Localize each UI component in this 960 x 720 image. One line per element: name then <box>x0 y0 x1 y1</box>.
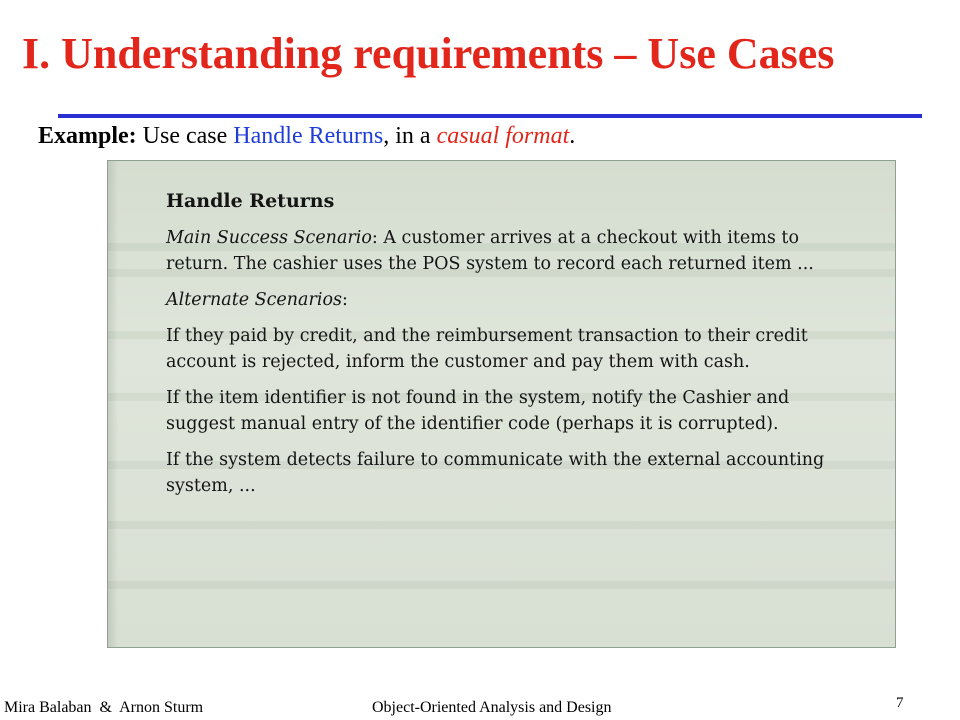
example-text-end: . <box>569 123 576 149</box>
main-scenario-label: Main Success Scenario <box>166 228 372 248</box>
use-case-name: Handle Returns <box>233 123 384 149</box>
main-success-scenario <box>166 225 846 277</box>
use-case-text <box>166 189 846 509</box>
alternate-scenario: If the item identifier is not found in the system, notify the Cashier and suggest manual entry of the identifier code (perhaps it is corrupted). <box>166 388 790 434</box>
alternate-scenario: If the system detects failure to communicate with the external accounting system, ... <box>166 450 825 496</box>
book-page-scan <box>107 160 896 648</box>
alternate-scenario: If they paid by credit, and the reimbursement transaction to their credit account is rejected, inform the customer and pay them with cash. <box>166 326 808 372</box>
page-number: 7 <box>896 695 904 711</box>
footer-course-title: Object-Oriented Analysis and Design <box>372 699 612 716</box>
example-text-before: Use case <box>136 123 234 149</box>
example-caption <box>38 121 575 151</box>
footer-authors: Mira Balaban & Arnon Sturm <box>4 699 204 716</box>
alternate-scenarios-label: Alternate Scenarios <box>166 290 342 310</box>
use-case-heading: Handle Returns <box>166 190 335 212</box>
example-text-middle: , in a <box>383 123 437 149</box>
main-scenario-text: : A customer arrives at a checkout with items to return. The cashier uses the POS system to record each returned item ... <box>166 228 814 274</box>
example-prefix: Example: <box>38 123 137 149</box>
bleed-through-line <box>108 521 895 529</box>
alternate-scenarios-heading <box>166 287 846 313</box>
title-underline <box>58 114 922 118</box>
alternate-scenarios-colon: : <box>341 290 348 310</box>
format-label: casual format <box>436 123 570 149</box>
slide-title: I. Understanding requirements – Use Cases <box>22 29 835 78</box>
bleed-through-line <box>108 581 895 589</box>
